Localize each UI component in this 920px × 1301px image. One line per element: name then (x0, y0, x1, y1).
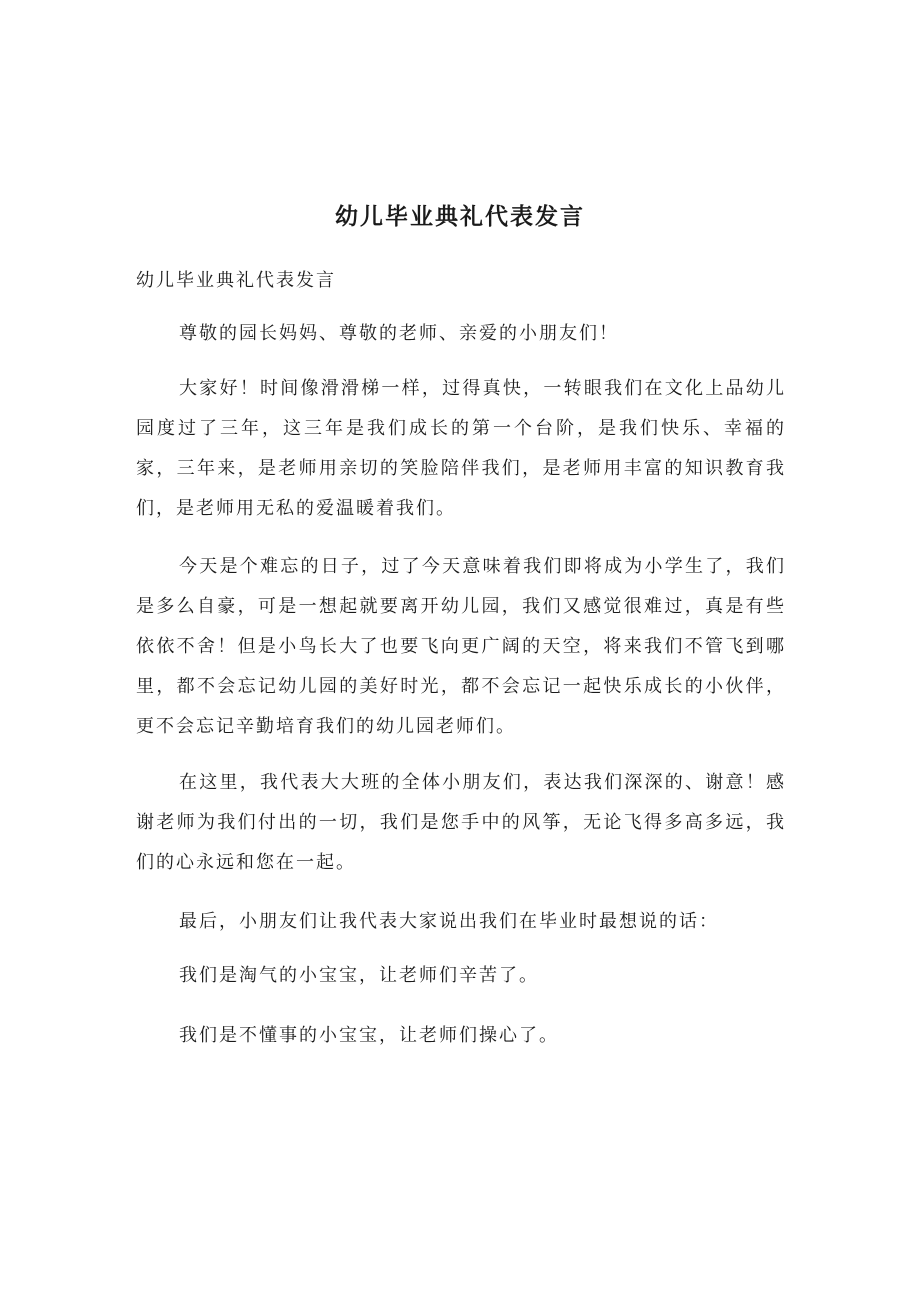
document-subtitle: 幼儿毕业典礼代表发言 (136, 270, 336, 291)
paragraph-closing: 最后，小朋友们让我代表大家说出我们在毕业时最想说的话： (179, 911, 719, 932)
paragraph-intro: 大家好！时间像滑滑梯一样，过得真快，一转眼我们在文化上品幼儿园度过了三年，这三年是我们成长的第一个台阶，是我们快乐、幸福的家，三年来，是老师用亲切的笑脸陪伴我们，是老师用丰富的知识教育我们，是老师用无私的爱温暖着我们。 (136, 378, 786, 519)
document-title: 幼儿毕业典礼代表发言 (335, 203, 585, 230)
paragraph-farewell: 今天是个难忘的日子，过了今天意味着我们即将成为小学生了，我们是多么自豪，可是一想起就要离开幼儿园，我们又感觉很难过，真是有些依依不舍！但是小鸟长大了也要飞向更广阔的天空，将来我们不管飞到哪里，都不会忘记幼儿园的美好时光，都不会忘记一起快乐成长的小伙伴，更不会忘记辛勤培育我们的幼儿园老师们。 (136, 556, 786, 737)
paragraph-thanks: 在这里，我代表大大班的全体小朋友们，表达我们深深的、谢意！感谢老师为我们付出的一切，我们是您手中的风筝，无论飞得多高多远，我们的心永远和您在一起。 (136, 772, 786, 873)
paragraph-greeting: 尊敬的园长妈妈、尊敬的老师、亲爱的小朋友们！ (179, 323, 619, 344)
paragraph-line-1: 我们是淘气的小宝宝，让老师们辛苦了。 (179, 965, 539, 986)
paragraph-line-2: 我们是不懂事的小宝宝，让老师们操心了。 (179, 1025, 559, 1046)
